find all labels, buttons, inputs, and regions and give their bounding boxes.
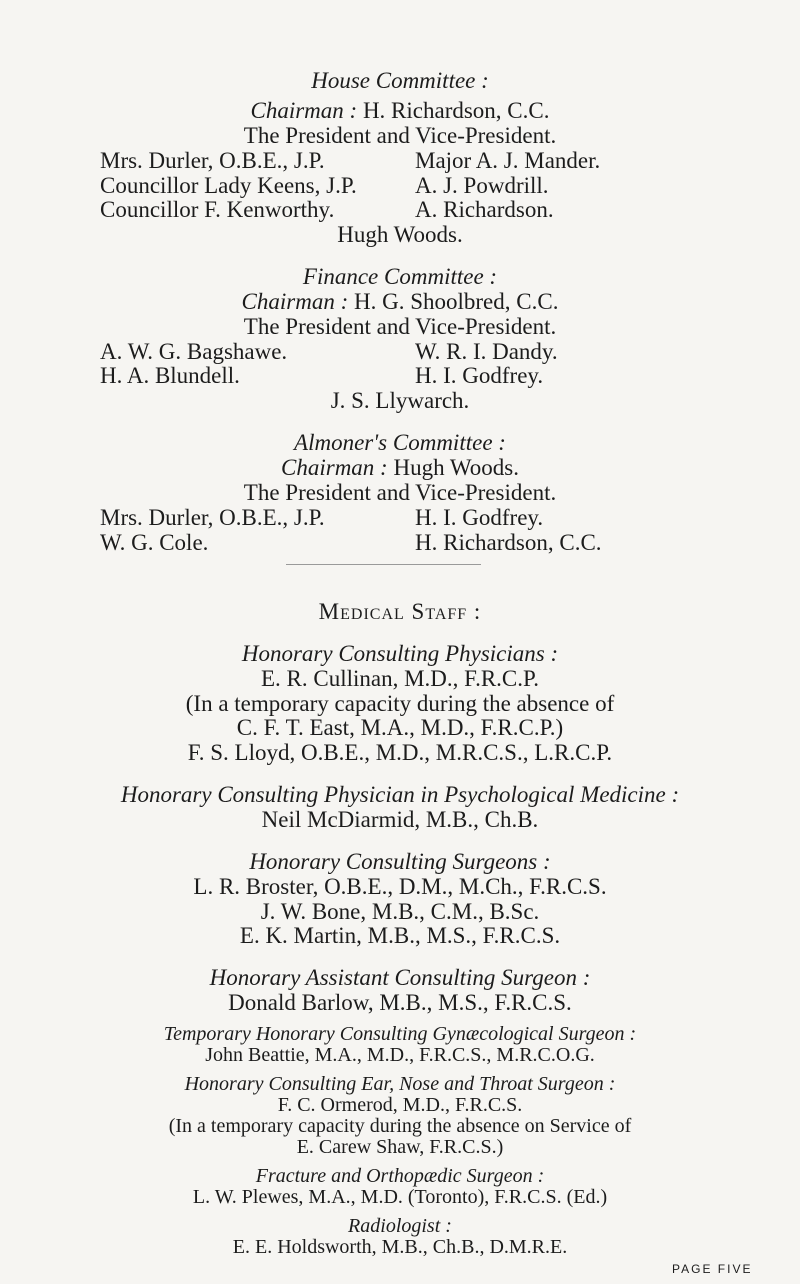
section-title: Temporary Honorary Consulting Gynæcological Surgeon :: [163, 1023, 637, 1045]
house-member-left: Mrs. Durler, O.B.E., J.P.: [100, 148, 325, 173]
staff-line: F. C. Ormerod, M.D., F.R.C.S.: [277, 1094, 523, 1116]
house-committee-heading: House Committee :: [311, 68, 489, 93]
almoner-member-right: H. I. Godfrey.: [415, 505, 544, 530]
medical-staff-heading: Medical Staff :: [318, 599, 482, 624]
section-title: Radiologist :: [348, 1215, 452, 1237]
chairman-name: H. G. Shoolbred, C.C.: [354, 289, 559, 314]
finance-member-right: W. R. I. Dandy.: [415, 339, 558, 364]
staff-line: C. F. T. East, M.A., M.D., F.R.C.P.): [236, 715, 564, 740]
section-title: Honorary Assistant Consulting Surgeon :: [209, 965, 591, 990]
section-title: Honorary Consulting Physician in Psychological Medicine :: [120, 782, 680, 807]
section-title: Honorary Consulting Ear, Nose and Throat Surgeon :: [184, 1073, 616, 1095]
finance-member-last: J. S. Llywarch.: [330, 388, 470, 413]
staff-line: F. S. Lloyd, O.B.E., M.D., M.R.C.S., L.R.C.P.: [187, 740, 613, 765]
staff-line: Neil McDiarmid, M.B., Ch.B.: [261, 807, 539, 832]
section-title: Honorary Consulting Physicians :: [241, 641, 559, 666]
almoner-member-left: Mrs. Durler, O.B.E., J.P.: [100, 505, 325, 530]
chairman-label: Chairman :: [241, 289, 349, 314]
almoner-committee-heading: Almoner's Committee :: [294, 430, 506, 455]
house-member-right: A. Richardson.: [415, 197, 554, 222]
staff-line: (In a temporary capacity during the absence of: [185, 691, 615, 716]
staff-line: J. W. Bone, M.B., C.M., B.Sc.: [260, 899, 540, 924]
staff-line: John Beattie, M.A., M.D., F.R.C.S., M.R.C.O.G.: [205, 1044, 595, 1066]
staff-line: E. K. Martin, M.B., M.S., F.R.C.S.: [239, 923, 561, 948]
house-member-right: A. J. Powdrill.: [415, 173, 549, 198]
house-member-left: Councillor Lady Keens, J.P.: [100, 173, 357, 198]
page-number: PAGE FIVE: [672, 1262, 753, 1276]
chairman-name: H. Richardson, C.C.: [362, 98, 550, 123]
house-president-line: The President and Vice-President.: [243, 123, 557, 148]
chairman-name: Hugh Woods.: [393, 455, 519, 480]
almoner-member-left: W. G. Cole.: [100, 530, 209, 555]
section-title: Honorary Consulting Surgeons :: [249, 849, 551, 874]
section-divider: [286, 564, 481, 565]
almoner-president-line: The President and Vice-President.: [243, 480, 557, 505]
house-member-left: Councillor F. Kenworthy.: [100, 197, 335, 222]
house-member-right: Major A. J. Mander.: [415, 148, 601, 173]
almoner-chairman: [0, 454, 800, 482]
staff-line: L. W. Plewes, M.A., M.D. (Toronto), F.R.C.S. (Ed.): [192, 1186, 608, 1208]
house-member-last: Hugh Woods.: [337, 222, 463, 247]
finance-chairman: [0, 288, 800, 316]
finance-committee-heading: Finance Committee :: [302, 264, 498, 289]
finance-member-left: H. A. Blundell.: [100, 363, 240, 388]
staff-line: E. R. Cullinan, M.D., F.R.C.P.: [260, 666, 540, 691]
almoner-member-right: H. Richardson, C.C.: [415, 530, 602, 555]
finance-president-line: The President and Vice-President.: [243, 314, 557, 339]
chairman-label: Chairman :: [281, 455, 388, 480]
finance-member-left: A. W. G. Bagshawe.: [100, 339, 288, 364]
staff-line: (In a temporary capacity during the absence on Service of: [168, 1115, 632, 1137]
section-title: Fracture and Orthopædic Surgeon :: [255, 1165, 545, 1187]
finance-member-right: H. I. Godfrey.: [415, 363, 544, 388]
staff-line: Donald Barlow, M.B., M.S., F.R.C.S.: [228, 990, 572, 1015]
staff-line: L. R. Broster, O.B.E., D.M., M.Ch., F.R.C.S.: [193, 874, 607, 899]
chairman-label: Chairman :: [250, 98, 358, 123]
house-chairman: [0, 97, 800, 125]
staff-line: E. Carew Shaw, F.R.C.S.): [296, 1136, 504, 1158]
staff-line: E. E. Holdsworth, M.B., Ch.B., D.M.R.E.: [232, 1236, 568, 1258]
